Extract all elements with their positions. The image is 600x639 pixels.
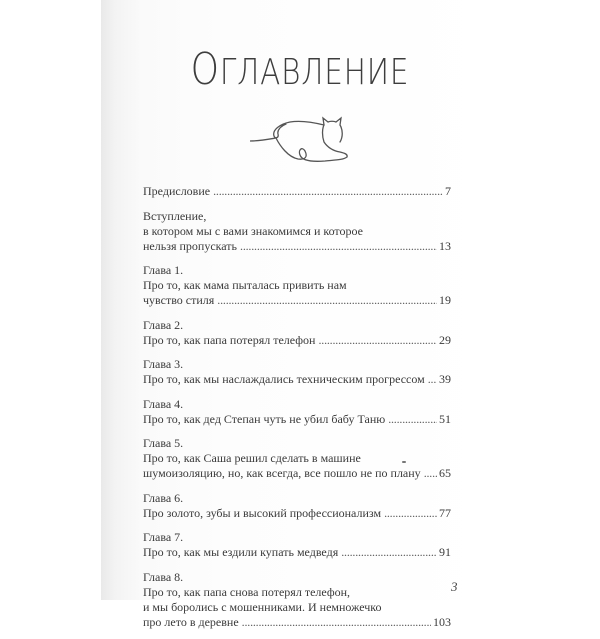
dot-leader (388, 412, 437, 427)
dot-leader (213, 184, 443, 199)
chapter-label: Глава 1. (143, 263, 184, 277)
entry-page-number: 39 (439, 372, 451, 386)
chapter-label: Глава 5. (143, 436, 184, 450)
entry-last-line (143, 184, 451, 199)
dot-leader (242, 615, 431, 630)
entry-page-number: 65 (439, 466, 451, 480)
chapter-label: Глава 3. (143, 357, 184, 371)
entry-title-line: Вступление, (143, 208, 207, 223)
toc-entry[interactable] (143, 209, 451, 254)
entry-page-number: 13 (439, 238, 451, 253)
entry-page-number: 51 (439, 411, 451, 426)
entry-title-line: чувство стиля (143, 293, 215, 307)
entry-page-number: 91 (439, 545, 451, 559)
chapter-label: Глава 4. (143, 396, 184, 411)
entry-page-number: 7 (445, 184, 451, 198)
dot-leader (240, 239, 437, 254)
entry-title-line: Про то, как дед Степан чуть не убил бабу Таню (143, 411, 386, 426)
title-rest: ГЛАВЛЕНИЕ (219, 52, 410, 93)
toc-entry[interactable] (143, 263, 451, 308)
entry-last-line (143, 615, 451, 630)
entry-title-line: Предисловие (143, 184, 211, 198)
table-of-contents (143, 184, 451, 639)
cat-line-drawing-icon (250, 112, 370, 170)
entry-title-line: Про то, как Саша решил сделать в машине (143, 451, 361, 465)
chapter-label: Глава 6. (143, 490, 184, 505)
dot-leader (341, 545, 437, 560)
toc-entry[interactable] (143, 491, 451, 521)
entry-last-line (143, 372, 451, 387)
chapter-label: Глава 8. (143, 569, 184, 584)
page-number: 3 (451, 579, 458, 594)
entry-page-number: 77 (439, 505, 451, 520)
toc-entry[interactable] (143, 530, 451, 560)
entry-title-line: Про то, как папа снова потерял телефон, (143, 584, 351, 599)
toc-entry[interactable] (143, 318, 451, 348)
entry-page-number: 103 (433, 614, 451, 629)
entry-last-line (143, 466, 451, 481)
entry-last-line (143, 293, 451, 308)
entry-last-line (143, 412, 451, 427)
entry-title-line: нельзя пропускать (143, 238, 238, 253)
chapter-label: Глава 2. (143, 317, 184, 332)
title-first-letter: О (190, 44, 220, 95)
entry-page-number: 29 (439, 332, 451, 347)
entry-title-line: в котором мы с вами знакомимся и которое (143, 223, 363, 238)
page-title (54, 44, 546, 95)
dot-leader (217, 293, 437, 308)
toc-entry[interactable] (143, 357, 451, 387)
dot-leader (318, 333, 437, 348)
entry-last-line (143, 545, 451, 560)
print-speck (402, 461, 406, 463)
toc-entry[interactable] (143, 436, 451, 481)
entry-title-line: и мы боролись с мошенниками. И немножечко (143, 599, 382, 614)
entry-last-line (143, 333, 451, 348)
entry-title-line: Про золото, зубы и высокий профессионализм (143, 505, 382, 520)
dot-leader (428, 372, 437, 387)
entry-page-number: 19 (439, 293, 451, 307)
entry-title-line: Про то, как мы наслаждались техническим прогрессом (143, 372, 425, 386)
entry-last-line (143, 506, 451, 521)
entry-title-line: Про то, как мы ездили купать медведя (143, 545, 339, 559)
dot-leader (384, 506, 437, 521)
entry-title-line: Про то, как мама пыталась привить нам (143, 278, 347, 292)
dot-leader (424, 466, 437, 481)
entry-title-line: Про то, как папа потерял телефон (143, 332, 316, 347)
entry-last-line (143, 239, 451, 254)
toc-entry[interactable] (143, 397, 451, 427)
toc-entry[interactable] (143, 184, 451, 199)
entry-title-line: про лето в деревне (143, 614, 239, 629)
entry-title-line: шумоизоляцию, но, как всегда, все пошло не по плану (143, 466, 421, 480)
chapter-label: Глава 7. (143, 530, 184, 544)
